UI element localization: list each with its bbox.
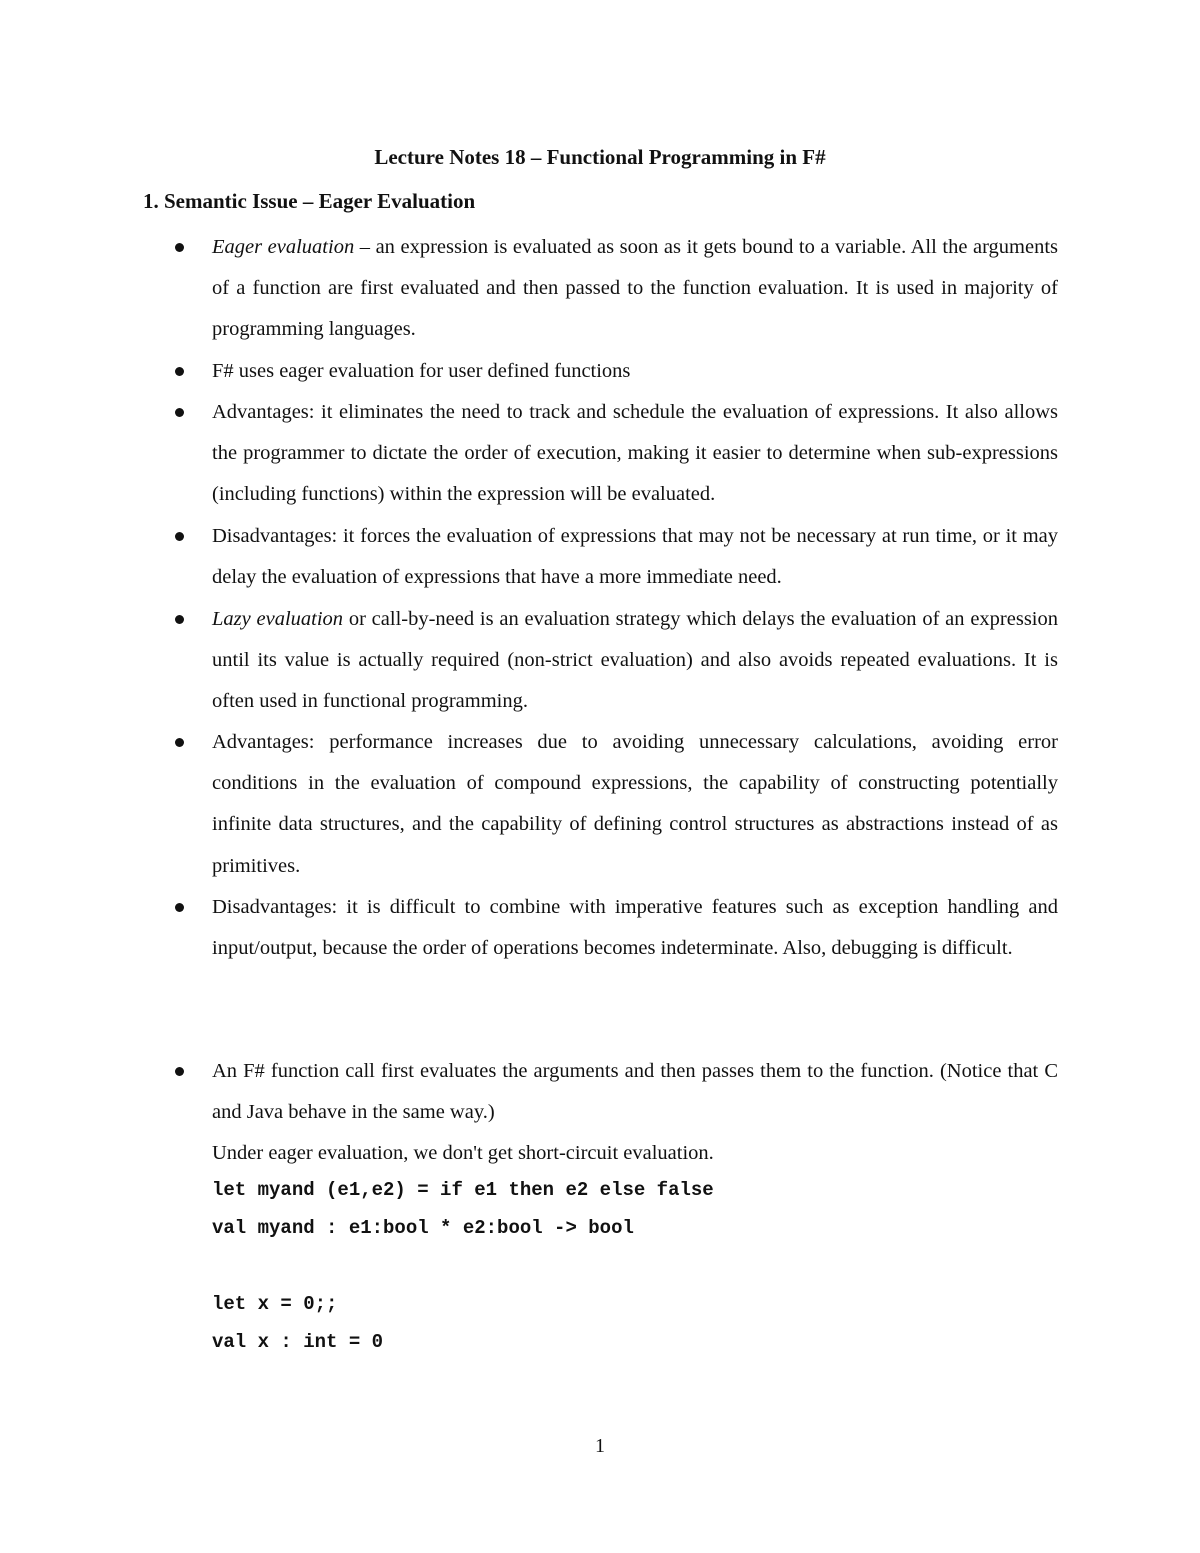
- bullet-text: Advantages: it eliminates the need to track and schedule the evaluation of expressions. It also allows the programmer to dictate the order of execution, making it easier to determine when sub-expressions (including functions) within the expression will be evaluated.: [212, 401, 1058, 506]
- bullet-dot-icon: [175, 367, 184, 376]
- bullet-eager-disadvantages: [212, 516, 1058, 598]
- bullet-text: Advantages: performance increases due to avoiding unnecessary calculations, avoiding error conditions in the evaluation of compound expressions, the capability of constructing potentially infinite data structures, and the capability of defining control structures as abstractions instead of as primitives.: [212, 731, 1058, 877]
- code-line-myand-type: val myand : e1:bool * e2:bool -> bool: [212, 1217, 634, 1239]
- bullet-dot-icon: [175, 243, 184, 252]
- bullet-lazy-disadvantages: [212, 887, 1058, 969]
- term-lazy-evaluation: Lazy evaluation: [212, 608, 344, 630]
- short-circuit-note: Under eager evaluation, we don't get short-circuit evaluation.: [212, 1142, 714, 1164]
- bullet-text: Disadvantages: it is difficult to combine with imperative features such as exception handling and input/output, because the order of operations becomes indeterminate. Also, debugging is difficult.: [212, 896, 1058, 960]
- bullet-dot-icon: [175, 903, 184, 912]
- section-heading: 1. Semantic Issue – Eager Evaluation: [143, 189, 476, 213]
- bullet-dot-icon: [175, 615, 184, 624]
- bullet-fsharp-function-call: [212, 1051, 1058, 1133]
- code-line-x-def: let x = 0;;: [212, 1293, 338, 1315]
- bullet-dot-icon: [175, 532, 184, 541]
- bullet-eager-advantages: [212, 392, 1058, 516]
- term-eager-evaluation: Eager evaluation: [212, 236, 355, 258]
- bullet-dot-icon: [175, 408, 184, 417]
- code-line-myand-def: let myand (e1,e2) = if e1 then e2 else false: [212, 1179, 714, 1201]
- bullet-fsharp-eager: [212, 351, 1058, 392]
- bullet-text: or call-by-need is an evaluation strategy which delays the evaluation of an expression until its value is actually required (non-strict evaluation) and also avoids repeated evaluations. It is often used in functional programming.: [212, 608, 1058, 713]
- bullet-eager-evaluation: [212, 227, 1058, 351]
- bullet-dot-icon: [175, 738, 184, 747]
- bullet-text: F# uses eager evaluation for user defined functions: [212, 360, 631, 382]
- bullet-lazy-advantages: [212, 722, 1058, 887]
- bullet-lazy-evaluation: [212, 599, 1058, 723]
- code-line-x-type: val x : int = 0: [212, 1331, 384, 1353]
- page-title: Lecture Notes 18 – Functional Programming in F#: [374, 145, 826, 169]
- bullet-text: Disadvantages: it forces the evaluation of expressions that may not be necessary at run time, or it may delay the evaluation of expressions that have a more immediate need.: [212, 525, 1058, 589]
- page-number: 1: [595, 1435, 605, 1457]
- bullet-text: An F# function call first evaluates the arguments and then passes them to the function. (Notice that C and Java behave in the same way.): [212, 1060, 1058, 1124]
- bullet-text: – an expression is evaluated as soon as it gets bound to a variable. All the arguments of a function are first evaluated and then passed to the function evaluation. It is used in majority of programming languages.: [212, 236, 1058, 341]
- bullet-dot-icon: [175, 1067, 184, 1076]
